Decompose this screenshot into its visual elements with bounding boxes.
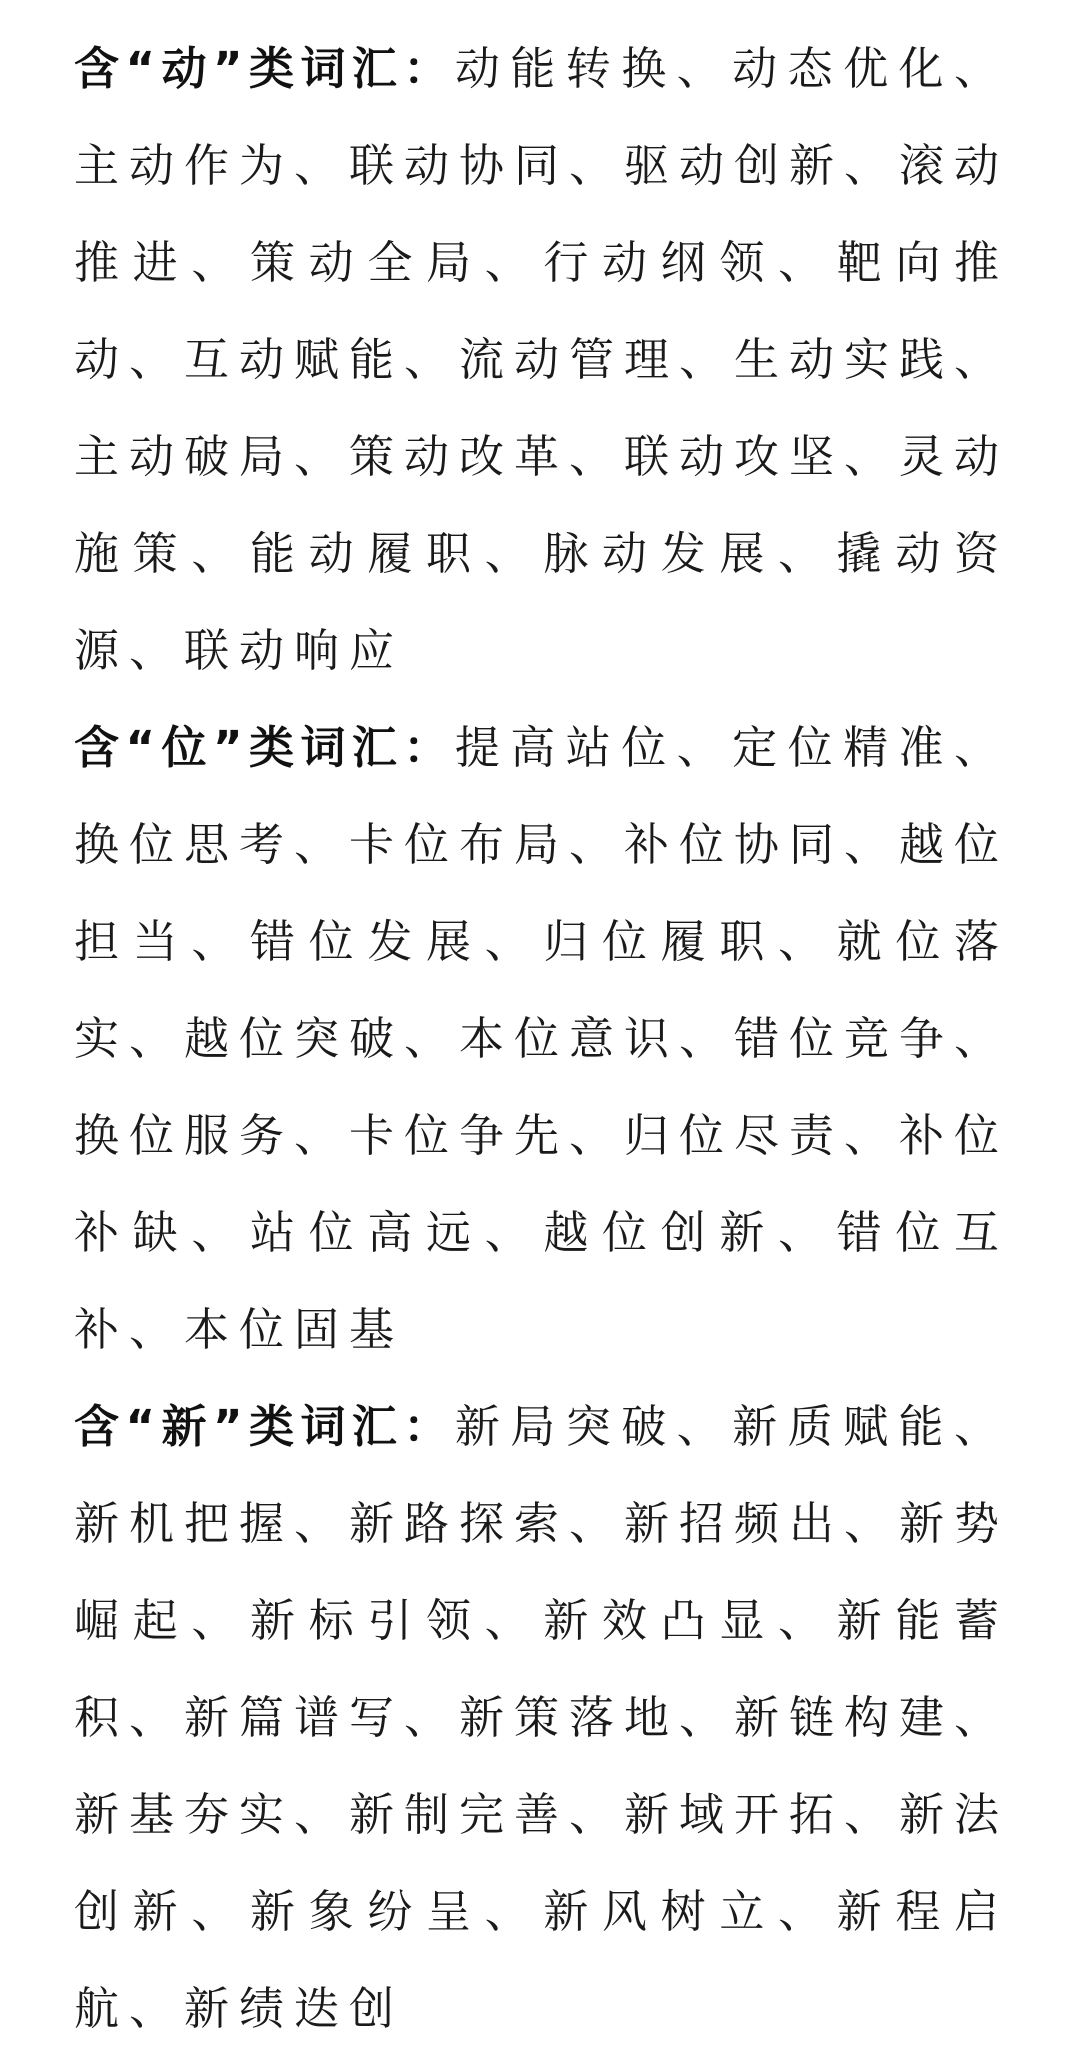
section-heading: 含“新”类词汇：	[74, 1400, 455, 1453]
vocab-section-xin	[74, 1378, 1009, 2057]
section-words: 新局突破、新质赋能、新机把握、新路探索、新招频出、新势崛起、新标引领、新效凸显、新能蓄积、新篇谱写、新策落地、新链构建、新基夯实、新制完善、新域开拓、新法创新、新象纷呈、新风树立、新程启航、新绩迭创	[74, 1400, 1010, 2035]
document-page	[74, 20, 1009, 2057]
section-words: 动能转换、动态优化、主动作为、联动协同、驱动创新、滚动推进、策动全局、行动纲领、靶向推动、互动赋能、流动管理、生动实践、主动破局、策动改革、联动攻坚、灵动施策、能动履职、脉动发展、撬动资源、联动响应	[74, 42, 1010, 677]
section-heading: 含“动”类词汇：	[74, 42, 455, 95]
section-heading: 含“位”类词汇：	[74, 721, 455, 774]
vocab-section-dong	[74, 20, 1009, 699]
section-words: 提高站位、定位精准、换位思考、卡位布局、补位协同、越位担当、错位发展、归位履职、就位落实、越位突破、本位意识、错位竞争、换位服务、卡位争先、归位尽责、补位补缺、站位高远、越位创新、错位互补、本位固基	[74, 721, 1010, 1356]
vocab-section-wei	[74, 699, 1009, 1378]
